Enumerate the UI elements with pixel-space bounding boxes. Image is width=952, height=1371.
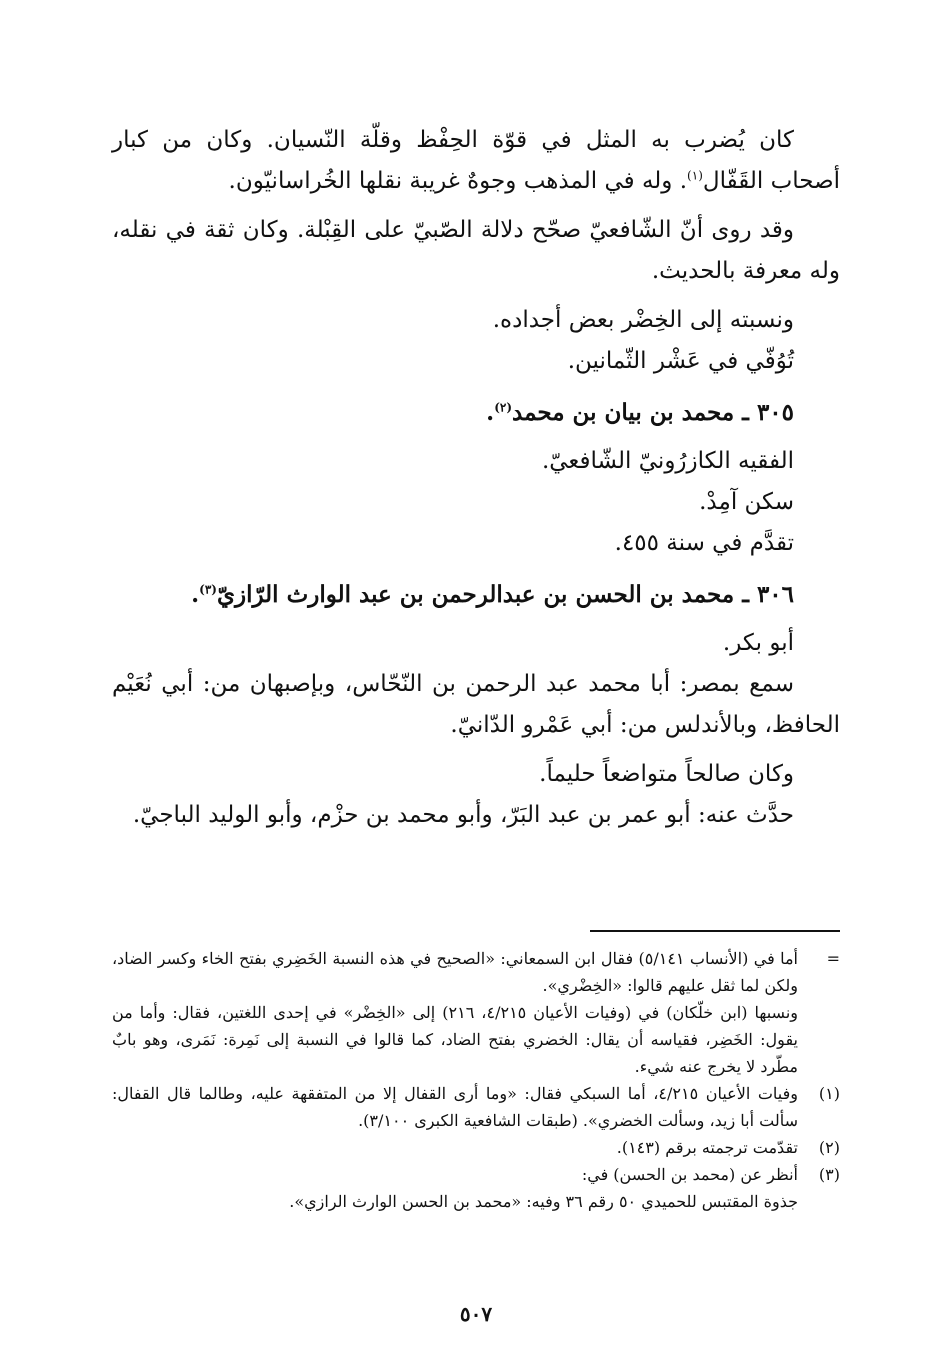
footnote-divider	[590, 930, 840, 932]
footnote-mark: (١)	[818, 1084, 840, 1103]
footnote-mark	[798, 999, 840, 1080]
main-text	[112, 120, 840, 844]
footnote-text: جذوة المقتبس للحميدي ٥٠ رقم ٣٦ وفيه: «محمد بن الحسن الوارث الرازي».	[289, 1192, 798, 1211]
paragraph: وقد روى أنّ الشّافعيّ صحّح دلالة الصّبيّ على القِبْلة. وكان ثقة في نقله، وله معرفة بالحديث.	[112, 217, 840, 284]
paragraph: الفقيه الكازرُونيّ الشّافعيّ.	[541, 448, 794, 474]
entry-title-end: .	[486, 399, 495, 426]
paragraph: وكان صالحاً متواضعاً حليماً.	[539, 761, 794, 787]
entry-title-306	[112, 574, 840, 615]
footnote-mark: =	[826, 949, 840, 968]
paragraph: حدَّث عنه: أبو عمر بن عبد البَرّ، وأبو محمد بن حزْم، وأبو الوليد الباجيّ.	[132, 802, 794, 828]
footnote	[112, 945, 840, 999]
footnote	[112, 999, 840, 1080]
paragraph: ونسبته إلى الخِضْر بعض أجداده.	[492, 307, 794, 333]
entry-title-end: .	[191, 581, 200, 608]
entry-title-305	[112, 392, 840, 433]
footnote-ref: (٣)	[199, 582, 217, 597]
entry-title-text: ٣٠٦ ـ محمد بن الحسن بن عبدالرحمن بن عبد الوارث الرّازيّ	[216, 581, 794, 608]
footnote	[112, 1161, 840, 1188]
paragraph: سكن آمِدْ.	[699, 489, 794, 515]
footnote-mark: (٢)	[818, 1138, 840, 1157]
footnote-mark: (٣)	[818, 1165, 840, 1184]
footnote-mark	[798, 1188, 840, 1215]
entry-title-text: ٣٠٥ ـ محمد بن بيان بن محمد	[512, 399, 794, 426]
footnote-text: أما في (الأنساب ٥/١٤١) فقال ابن السمعاني: «الصحيح في هذه النسبة الخَضِري بفتح الخاء وكسر الضاد، ولكن لما ثقل عليهم قالوا: «الخِضْري».	[112, 949, 799, 995]
paragraph: سمع بمصر: أبا محمد عبد الرحمن بن النّحّاس، وبإصبهان من: أبي نُعَيْم الحافظ، وبالأندلس من: أبي عَمْرو الدّانيّ.	[112, 671, 840, 738]
page-number: ٥٠٧	[459, 1302, 493, 1326]
footnote-ref: (١)	[687, 168, 703, 183]
paragraph: تُوُفّي في عَشْر الثّمانين.	[567, 348, 794, 374]
paragraph-text: كان يُضرب به المثل في قوّة الحِفْظ وقلّة النّسيان. وكان من كبار أصحاب القَفّال	[112, 127, 840, 194]
footnote-ref: (٢)	[494, 400, 513, 415]
paragraph: تقدَّم في سنة ٤٥٥.	[614, 530, 794, 556]
footnote	[112, 1188, 840, 1215]
footnote-text: تقدّمت ترجمته برقم (١٤٣).	[616, 1138, 798, 1157]
footnotes	[112, 945, 840, 1215]
paragraph-text: . وله في المذهب وجوهٌ غريبة نقلها الخُراسانيّون.	[228, 168, 688, 194]
paragraph: أبو بكر.	[722, 630, 794, 656]
footnote	[112, 1134, 840, 1161]
footnote-text: ونسبها (ابن خلّكان) في (وفيات الأعيان ٤/٢١٥، ٢١٦) إلى «الخِضْر» في إحدى اللغتين، فقال: وأما من يقول: الخَضِر، فقياسه أن يقال: الخضري بفتح الضاد، كما قالوا في النسبة إلى نَمِرة: نَمَرى، وهو بابٌ مطّرد لا يخرج عنه شيء.	[112, 1003, 799, 1076]
footnote-text: وفيات الأعيان ٤/٢١٥، أما السبكي فقال: «وما أرى القفال إلا من المتفقهة عليه، وطالما قال القفال: سألت أبا زيد، وسألت الخضري». (طبقات الشافعية الكبرى ٣/١٠٠).	[112, 1084, 799, 1130]
footnote	[112, 1080, 840, 1134]
footnote-text: أنظر عن (محمد بن الحسن) في:	[581, 1165, 798, 1184]
paragraph	[112, 120, 840, 202]
